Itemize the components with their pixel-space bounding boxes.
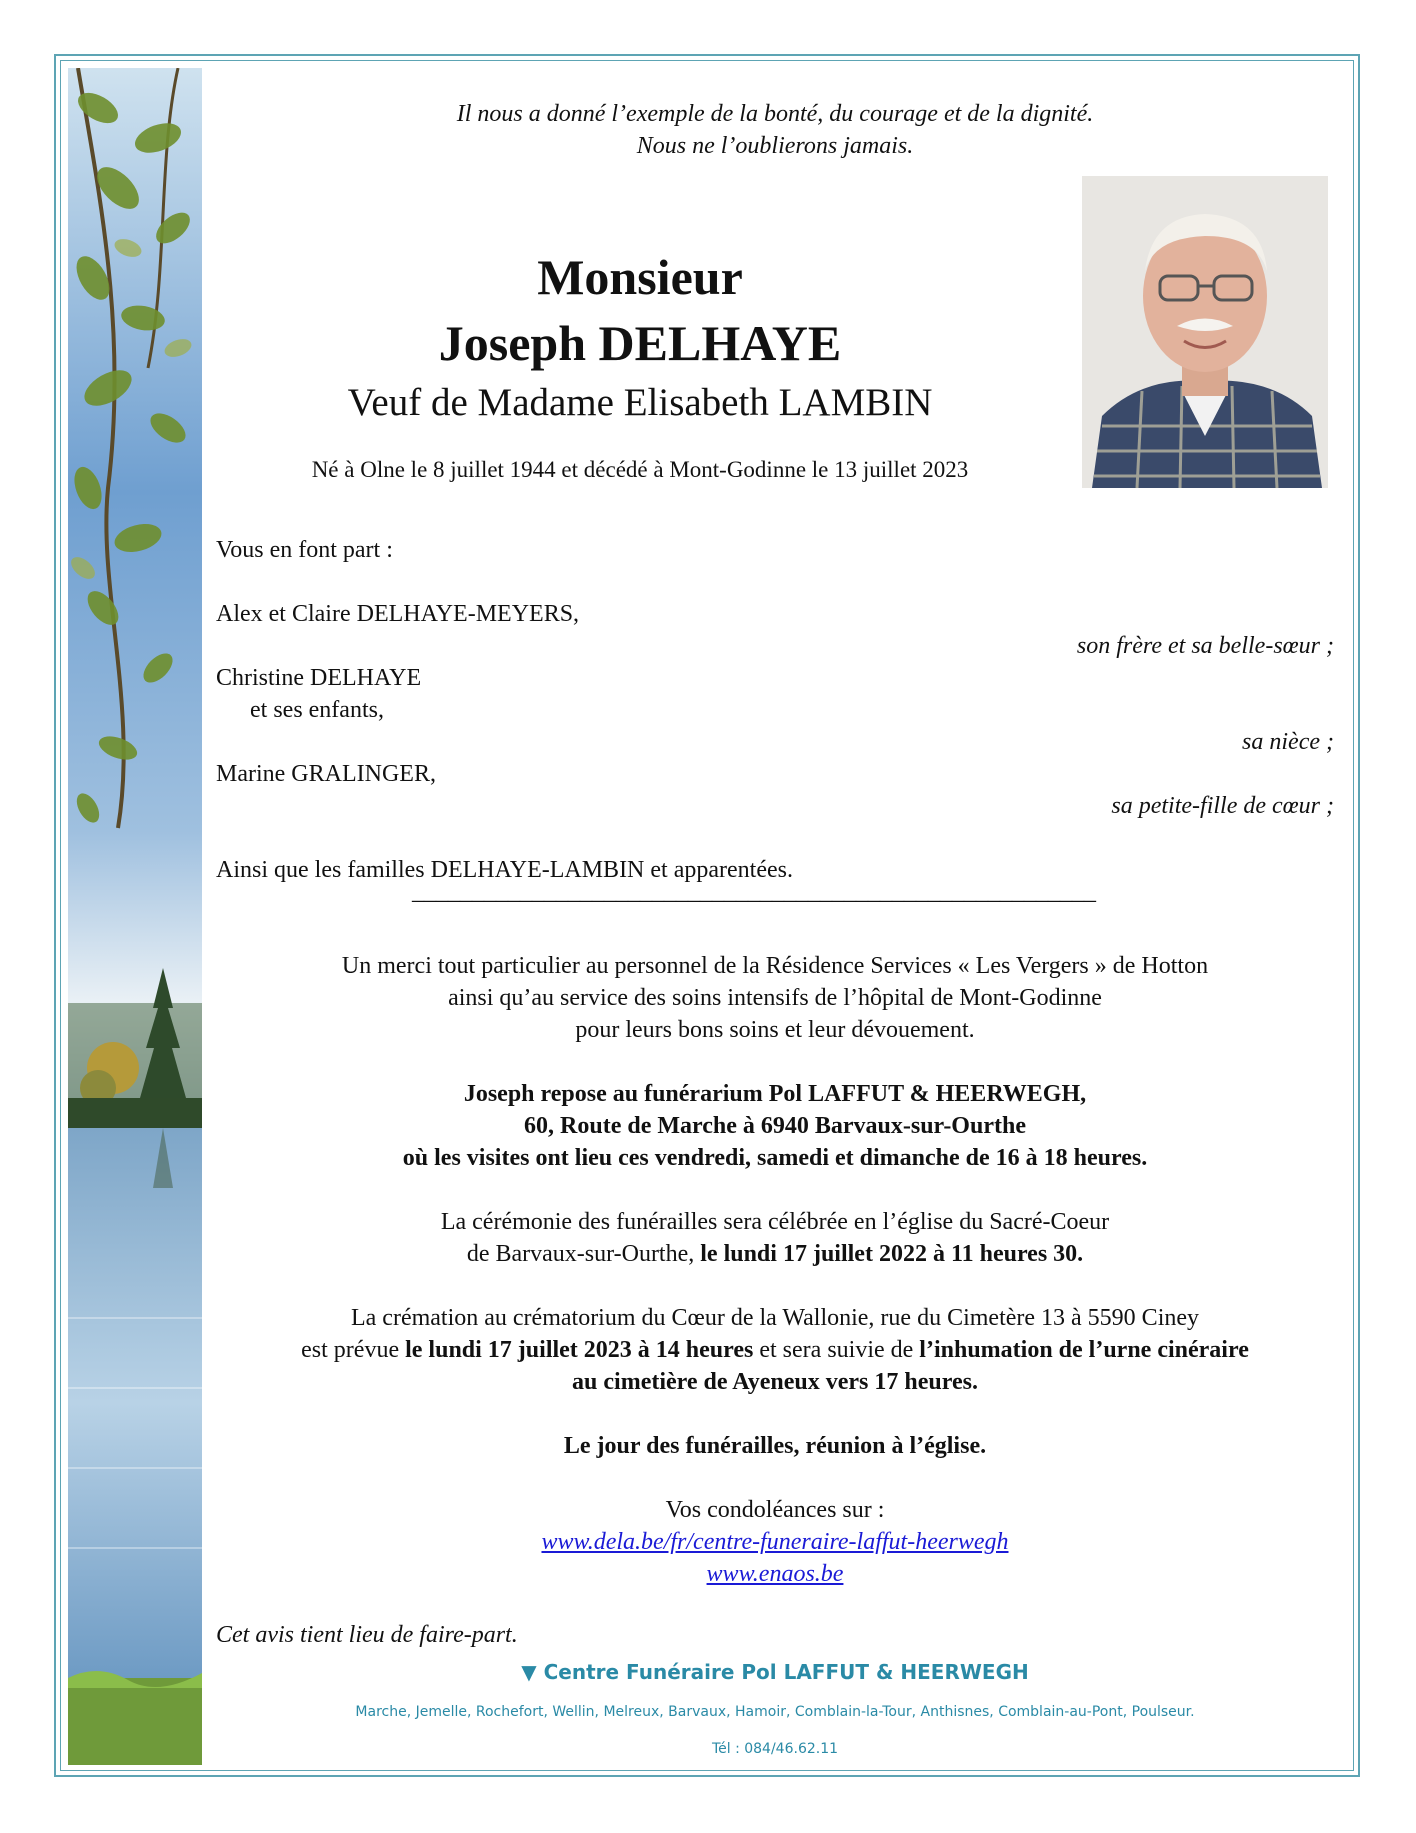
- ceremony-location: de Barvaux-sur-Ourthe,: [466, 1241, 701, 1267]
- cremation-date: le lundi 17 juillet 2023 à 14 heures: [405, 1337, 754, 1363]
- cremation-line-3: au cimetière de Ayeneux vers 17 heures.: [572, 1369, 978, 1395]
- honorific: Monsieur: [537, 249, 743, 305]
- meeting-line: Le jour des funérailles, réunion à l’église.: [563, 1433, 987, 1459]
- ceremony-line-2: [215, 1238, 1335, 1270]
- cremation-urn: l’inhumation de l’urne cinéraire: [919, 1337, 1249, 1363]
- family-member-name: Alex et Claire DELHAYE-MEYERS,: [216, 601, 580, 627]
- nature-strip-image: [68, 68, 202, 1765]
- thanks-line-2: ainsi qu’au service des soins intensifs de l’hôpital de Mont-Godinne: [448, 985, 1102, 1011]
- thanks-line-1: Un merci tout particulier au personnel de la Résidence Services « Les Vergers » de Hotton: [341, 953, 1209, 979]
- epigraph-line-2: Nous ne l’oublierons jamais.: [636, 133, 914, 159]
- ceremony-date: le lundi 17 juillet 2022 à 11 heures 30.: [700, 1241, 1084, 1267]
- family-member-name: Christine DELHAYE: [216, 665, 422, 691]
- cremation-text-c: et sera suivie de: [753, 1337, 920, 1363]
- family-member-relation: sa nièce ;: [1242, 729, 1334, 755]
- triangle-down-icon: ▼: [521, 1660, 537, 1684]
- portrait-photo: [1082, 176, 1328, 488]
- family-member-relation: sa petite-fille de cœur ;: [1111, 793, 1334, 819]
- footer-locations: Marche, Jemelle, Rochefort, Wellin, Melreux, Barvaux, Hamoir, Comblain-la-Tour, Anthisnes, Comblain-au-Pont, Poulseur.: [355, 1704, 1195, 1720]
- epigraph-line-1: Il nous a donné l’exemple de la bonté, du courage et de la dignité.: [456, 101, 1094, 127]
- condolences-link-enaos[interactable]: www.enaos.be: [706, 1561, 844, 1587]
- thanks-line-3: pour leurs bons soins et leur dévouement.: [575, 1017, 975, 1043]
- family-member-name: Marine GRALINGER,: [216, 761, 436, 787]
- cremation-line-2: [215, 1334, 1335, 1366]
- deceased-name: Joseph DELHAYE: [438, 315, 842, 371]
- birth-death-line: Né à Olne le 8 juillet 1944 et décédé à Mont-Godinne le 13 juillet 2023: [311, 457, 969, 482]
- footer-phone: Tél : 084/46.62.11: [711, 1741, 839, 1757]
- separator-line: _________________________________________________________: [412, 879, 1096, 905]
- condolences-label: Vos condoléances sur :: [665, 1497, 885, 1523]
- notice-line: Cet avis tient lieu de faire-part.: [216, 1622, 518, 1648]
- family-member-extra: et ses enfants,: [250, 697, 384, 723]
- cremation-line-1: La crémation au crématorium du Cœur de la Wallonie, rue du Cimetère 13 à 5590 Ciney: [350, 1305, 1200, 1331]
- ceremony-line-1: La cérémonie des funérailles sera célébrée en l’église du Sacré-Coeur: [440, 1209, 1110, 1235]
- footer-company-name: Centre Funéraire Pol LAFFUT & HEERWEGH: [543, 1660, 1029, 1684]
- family-member-relation: son frère et sa belle-sœur ;: [1076, 633, 1334, 659]
- condolences-link-dela[interactable]: www.dela.be/fr/centre-funeraire-laffut-heerwegh: [541, 1529, 1009, 1555]
- announcement-intro: Vous en font part :: [216, 537, 393, 563]
- visitation-line-1: Joseph repose au funérarium Pol LAFFUT & HEERWEGH,: [463, 1081, 1087, 1107]
- families-line: Ainsi que les familles DELHAYE-LAMBIN et apparentées.: [216, 857, 793, 883]
- widower-of: Veuf de Madame Elisabeth LAMBIN: [347, 381, 933, 424]
- visitation-line-3: où les visites ont lieu ces vendredi, samedi et dimanche de 16 à 18 heures.: [402, 1145, 1148, 1171]
- cremation-text-a: est prévue: [301, 1337, 406, 1363]
- visitation-line-2: 60, Route de Marche à 6940 Barvaux-sur-Ourthe: [524, 1113, 1026, 1139]
- footer-company: [215, 1660, 1335, 1684]
